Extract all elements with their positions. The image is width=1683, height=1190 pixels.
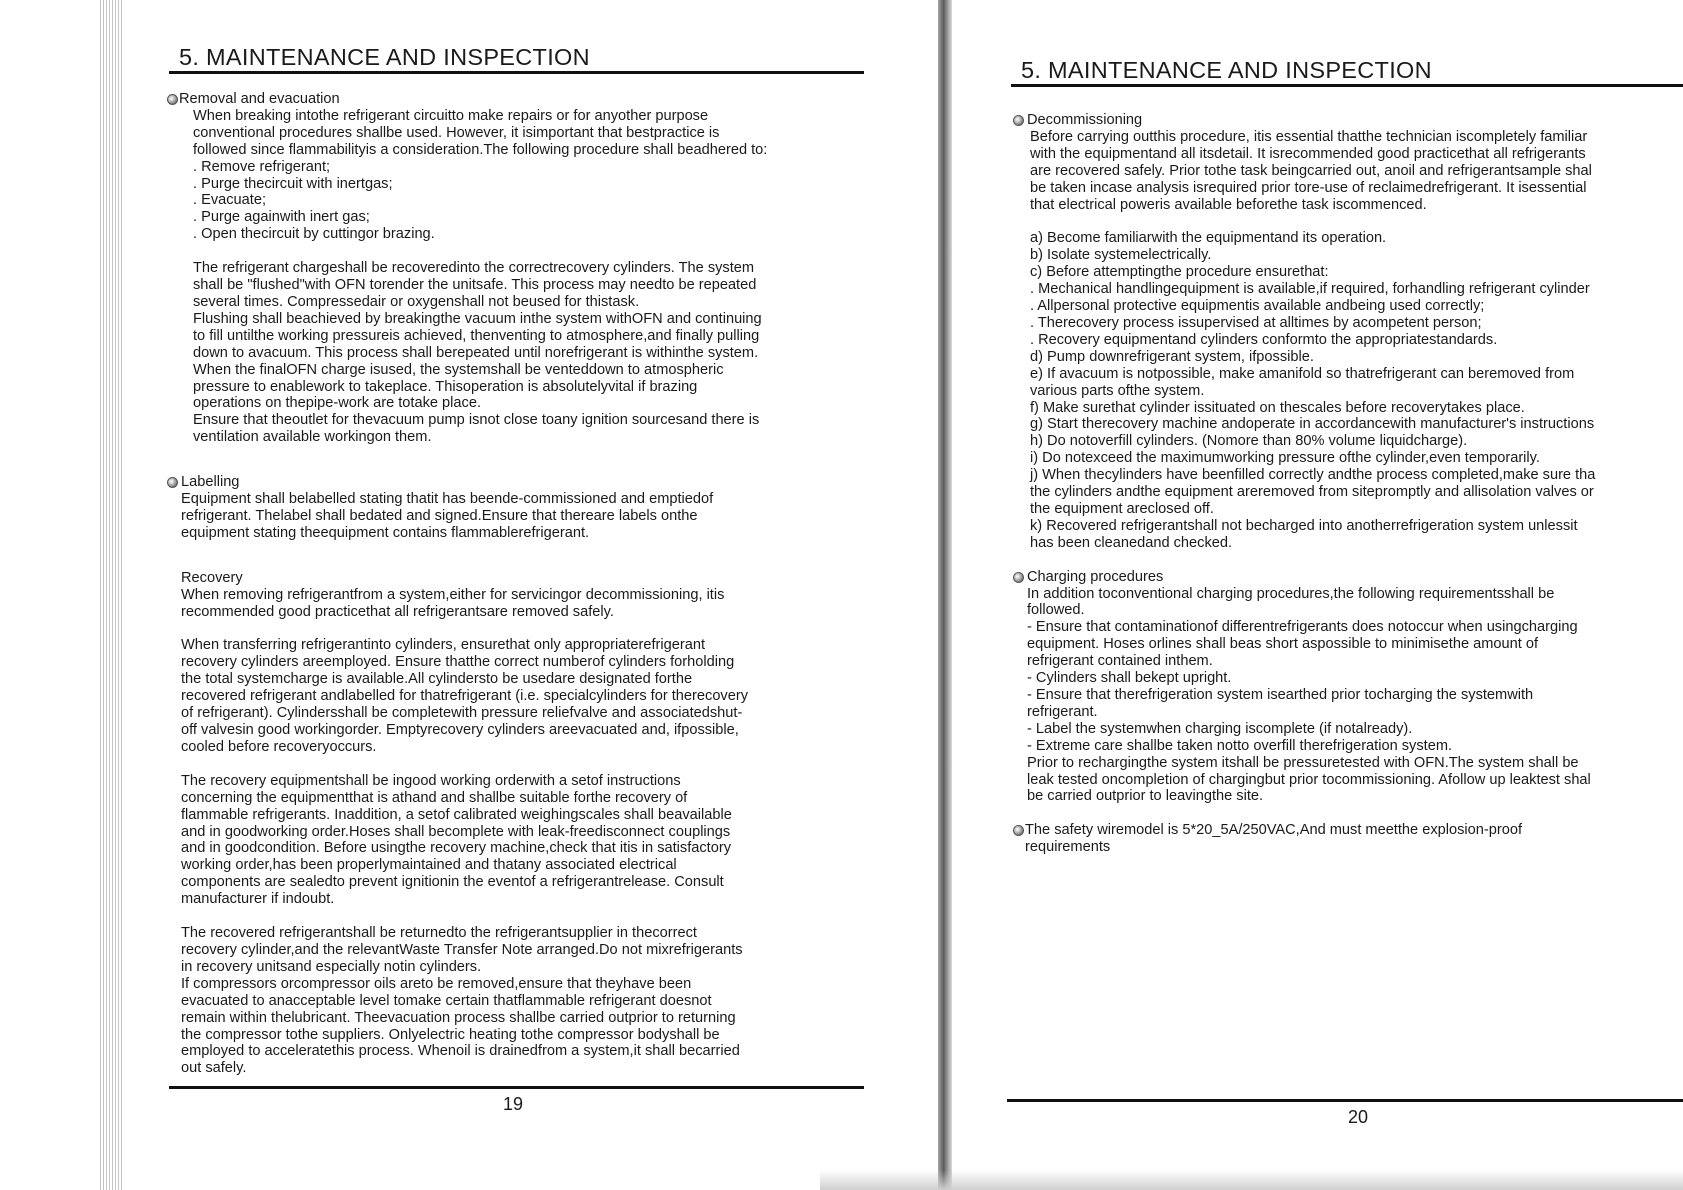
text-line: refrigerant. Thelabel shall bedated and signed.Ensure that thereare labels onthe bbox=[181, 507, 698, 524]
text-line: . Evacuate; bbox=[193, 192, 267, 209]
list-item: various parts ofthe system. bbox=[1030, 382, 1205, 399]
text-line: equipment stating theequipment contains flammablerefrigerant. bbox=[181, 524, 590, 541]
section-flushing bbox=[165, 260, 767, 446]
section-removal-evacuation bbox=[165, 91, 767, 243]
text-line: evacuated to anacceptable level tomake certain thatflammable refrigerant doesnot bbox=[181, 992, 712, 1009]
text-line: Before carrying outthis procedure, itis essential thatthe technician iscompletely familiar bbox=[1030, 128, 1588, 145]
text-line: recovery cylinder,and the relevantWaste Transfer Note arranged.Do not mixrefrigerants bbox=[181, 941, 743, 958]
section-heading: Charging procedures bbox=[1027, 568, 1164, 585]
text-line: to fill untilthe working pressureis achieved, thenventing to atmosphere,and finally pulling bbox=[193, 327, 760, 344]
text-line: remain within thelubricant. Theevacuation process shallbe carried outprior to returning bbox=[181, 1009, 736, 1026]
list-item: has been cleanedand checked. bbox=[1030, 534, 1233, 551]
text-line: pressure to enablework to takeplace. Thisoperation is absolutelyvital if brazing bbox=[193, 378, 698, 395]
page-body bbox=[165, 91, 767, 1077]
text-line: When breaking intothe refrigerant circuitto make repairs or for anyother purpose bbox=[193, 107, 709, 124]
text-line: of refrigerant). Cylindersshall be completewith pressure reliefvalve and associatedshut- bbox=[181, 705, 743, 722]
text-line: conventional procedures shallbe used. However, it isimportant that bestpractice is bbox=[193, 124, 720, 141]
text-line: leak tested oncompletion of chargingbut prior tocommissioning. Afollow up leaktest shal bbox=[1027, 771, 1591, 788]
section-text bbox=[1013, 586, 1595, 806]
section-decommissioning bbox=[1013, 112, 1595, 213]
list-item: e) If avacuum is notpossible, make amanifold so thatrefrigerant can beremoved from bbox=[1030, 365, 1575, 382]
text-line: are recovered safely. Prior tothe task beingcarried out, anoil and refrigerantsample shal bbox=[1030, 162, 1592, 179]
list-item: . Mechanical handlingequipment is available,if required, forhandling refrigerant cylinder bbox=[1030, 281, 1590, 298]
list-item: g) Start therecovery machine andoperate in accordancewith manufacturer's instructions bbox=[1030, 416, 1595, 433]
footer-rule bbox=[169, 1086, 864, 1089]
text-line: equipment. Hoses orlines shall beas short aspossible to minimisethe amount of bbox=[1027, 636, 1539, 653]
list-item: . Allpersonal protective equipmentis available andbeing used correctly; bbox=[1030, 298, 1485, 315]
bullet-icon bbox=[1013, 825, 1024, 836]
text-line: employed to acceleratethis process. Whenoil is drainedfrom a system,it shall becarried bbox=[181, 1043, 740, 1060]
text-line: and in goodcondition. Before usingthe recovery machine,check that itis in satisfactory bbox=[181, 840, 732, 857]
section-heading: The safety wiremodel is 5*20_5A/250VAC,And must meetthe explosion-proof bbox=[1025, 822, 1522, 839]
text-line: Flushing shall beachieved by breakingthe vacuum inthe system withOFN and continuing bbox=[193, 310, 762, 327]
section-heading: Removal and evacuation bbox=[179, 91, 340, 107]
list-item: - Ensure that therefrigeration system isearthed prior tocharging the systemwith bbox=[1027, 687, 1534, 703]
section-heading: Labelling bbox=[181, 474, 240, 491]
bullet-icon bbox=[167, 477, 178, 488]
text-line: off valvesin good workingorder. Emptyrecovery cylinders areevacuated and, ifpossible, bbox=[181, 722, 739, 738]
text-line: The refrigerant chargeshall be recoveredinto the correctrecovery cylinders. The system bbox=[193, 260, 755, 277]
text-line: recovery cylinders areemployed. Ensure thatthe correct numberof cylinders forholding bbox=[181, 654, 735, 671]
text-line: out safely. bbox=[181, 1060, 247, 1077]
list-item: f) Make surethat cylinder issituated on thescales before recoverytakes place. bbox=[1030, 399, 1525, 416]
text-line: . Purge thecircuit with inertgas; bbox=[193, 175, 393, 192]
text-line: be carried outprior to leavingthe site. bbox=[1027, 788, 1264, 805]
title-rule bbox=[1011, 84, 1683, 87]
bullet-icon bbox=[1013, 572, 1024, 583]
text-line: Ensure that theoutlet for thevacuum pump isnot close toany ignition sourcesand there is bbox=[193, 412, 760, 429]
text-line: manufacturer if indoubt. bbox=[181, 891, 335, 908]
list-item: . Recovery equipmentand cylinders conformto the appropriatestandards. bbox=[1030, 331, 1498, 348]
center-gutter bbox=[938, 0, 952, 1190]
text-line: recovered refrigerant andlabelled for thatrefrigerant (i.e. specialcylinders for therecovery bbox=[181, 688, 749, 705]
list-item: d) Pump downrefrigerant system, ifpossible. bbox=[1030, 348, 1314, 365]
text-line: the total systemcharge is available.All cylindersto be usedare designated forthe bbox=[181, 671, 693, 688]
section-labelling bbox=[165, 474, 767, 542]
page-body bbox=[1013, 112, 1595, 856]
list-item: h) Do notoverfill cylinders. (Nomore than 80% volume liquidcharge). bbox=[1030, 433, 1468, 450]
binding-edge bbox=[100, 0, 124, 1190]
text-line: concerning the equipmentthat is athand and shallbe suitable forthe recovery of bbox=[181, 789, 688, 806]
text-line: In addition toconventional charging procedures,the following requirementsshall be bbox=[1027, 585, 1555, 602]
text-line: with the equipmentand all itsdetail. It isrecommended good practicethat all refrigerants bbox=[1030, 145, 1586, 162]
text-line: and in goodworking order.Hoses shall becomplete with leak-freedisconnect couplings bbox=[181, 823, 731, 840]
text-line: requirements bbox=[1025, 839, 1111, 856]
text-line: working order,has been properlymaintained and thatany associated electrical bbox=[181, 857, 677, 874]
text-line: that electrical poweris available beforethe task iscommenced. bbox=[1030, 196, 1427, 213]
text-line: ventilation available workingon them. bbox=[193, 429, 432, 446]
text-line: The recovered refrigerantshall be returnedto the refrigerantsupplier in thecorrect bbox=[181, 925, 697, 942]
page-19 bbox=[165, 0, 865, 1190]
footer-rule bbox=[1007, 1099, 1683, 1102]
section-heading: Recovery bbox=[181, 569, 243, 586]
text-line: If compressors orcompressor oils areto be removed,ensure that theyhave been bbox=[181, 975, 692, 992]
text-line: . Remove refrigerant; bbox=[193, 158, 331, 175]
section-heading-row bbox=[165, 91, 767, 108]
text-line: refrigerant contained inthem. bbox=[1027, 653, 1213, 670]
title-rule bbox=[169, 71, 864, 74]
section-text bbox=[1013, 839, 1595, 856]
list-item: c) Before attemptingthe procedure ensurethat: bbox=[1030, 264, 1329, 281]
list-item: j) When thecylinders have beenfilled correctly andthe process completed,make sure tha bbox=[1030, 467, 1596, 484]
text-line: . Open thecircuit by cuttingor brazing. bbox=[193, 226, 435, 243]
list-item: - Extreme care shallbe taken notto overfill therefrigeration system. bbox=[1027, 737, 1453, 754]
section-heading-row bbox=[1013, 112, 1595, 129]
section-text bbox=[165, 491, 767, 542]
section-transferring bbox=[165, 637, 767, 755]
page-title: 5. MAINTENANCE AND INSPECTION bbox=[1021, 57, 1432, 83]
text-line: down to avacuum. This process shall berepeated until norefrigerant is withinthe system. bbox=[193, 344, 759, 361]
text-line: followed since flammabilityis a consideration.The following procedure shall beadhered to: bbox=[193, 141, 768, 158]
text-line: Prior to rechargingthe system itshall be pressuretested with OFN.The system shall be bbox=[1027, 754, 1579, 771]
list-item: - Ensure that contaminationof differentrefrigerants does notoccur when usingcharging bbox=[1027, 619, 1578, 636]
list-item: i) Do notexceed the maximumworking pressure ofthe cylinder,even temporarily. bbox=[1030, 450, 1540, 467]
section-recovered-refrigerant bbox=[165, 925, 767, 1077]
text-line: operations on thepipe-work are totake place. bbox=[193, 395, 481, 412]
text-line: cooled before recoveryoccurs. bbox=[181, 738, 377, 755]
text-line: flammable refrigerants. Inaddition, a setof calibrated weighingscales shall beavailable bbox=[181, 806, 732, 823]
list-item: - Cylinders shall bekept upright. bbox=[1027, 670, 1232, 687]
text-line: followed. bbox=[1027, 602, 1085, 619]
bullet-icon bbox=[1013, 115, 1024, 126]
section-heading-row bbox=[1013, 822, 1595, 839]
text-line: be taken incase analysis isrequired prior tore-use of reclaimedrefrigerant. It isessential bbox=[1030, 179, 1587, 196]
text-line: the compressor tothe suppliers. Onlyelectric heating tothe compressor bodyshall be bbox=[181, 1026, 720, 1043]
text-line: several times. Compressedair or oxygenshall not beused for thistask. bbox=[193, 293, 640, 310]
section-recovery-equipment bbox=[165, 773, 767, 908]
text-line: The recovery equipmentshall be ingood working orderwith a setof instructions bbox=[181, 772, 681, 789]
page-20 bbox=[1007, 0, 1683, 1190]
list-item: the equipment areclosed off. bbox=[1030, 500, 1214, 517]
section-heading-row bbox=[165, 474, 767, 491]
text-line: in recovery unitsand especially notin cylinders. bbox=[181, 958, 482, 975]
text-line: When the finalOFN charge isused, the systemshall be venteddown to atmospheric bbox=[193, 361, 724, 378]
list-item: . Therecovery process issupervised at alltimes by acompetent person; bbox=[1030, 314, 1482, 331]
list-item: a) Become familiarwith the equipmentand its operation. bbox=[1030, 230, 1387, 247]
text-line: components are sealedto prevent ignitionin the eventof a refrigerantrelease. Consult bbox=[181, 874, 724, 891]
section-safety-wire bbox=[1013, 822, 1595, 856]
text-line: When removing refrigerantfrom a system,either for servicingor decommissioning, itis bbox=[181, 586, 725, 603]
text-line: When transferring refrigerantinto cylinders, ensurethat only appropriaterefrigerant bbox=[181, 637, 706, 654]
list-item: the cylinders andthe equipment areremoved from sitepromptly and allisolation valves or bbox=[1030, 484, 1594, 501]
page-number: 20 bbox=[1348, 1107, 1369, 1127]
list-item: - Label the systemwhen charging iscomplete (if notalready). bbox=[1027, 720, 1413, 737]
page-title: 5. MAINTENANCE AND INSPECTION bbox=[179, 44, 590, 70]
section-charging-procedures bbox=[1013, 569, 1595, 806]
text-line: . Purge againwith inert gas; bbox=[193, 209, 370, 226]
section-decommission-steps bbox=[1013, 230, 1595, 551]
list-item: b) Isolate systemelectrically. bbox=[1030, 247, 1212, 264]
section-text bbox=[1013, 129, 1595, 214]
bullet-icon bbox=[167, 94, 178, 105]
text-line: recommended good practicethat all refrigerantsare removed safely. bbox=[181, 603, 614, 620]
text-line: Equipment shall belabelled stating thatit has beende-commissioned and emptiedof bbox=[181, 491, 714, 508]
text-line: shall be "flushed"with OFN torender the unitsafe. This process may needto be repeated bbox=[193, 277, 757, 294]
section-heading-row bbox=[1013, 569, 1595, 586]
section-recovery bbox=[165, 570, 767, 621]
section-text bbox=[165, 108, 767, 243]
page-number: 19 bbox=[503, 1094, 524, 1114]
list-item: k) Recovered refrigerantshall not becharged into anotherrefrigeration system unlessit bbox=[1030, 517, 1578, 534]
section-heading: Decommissioning bbox=[1027, 112, 1143, 128]
text-line: refrigerant. bbox=[1027, 703, 1098, 720]
